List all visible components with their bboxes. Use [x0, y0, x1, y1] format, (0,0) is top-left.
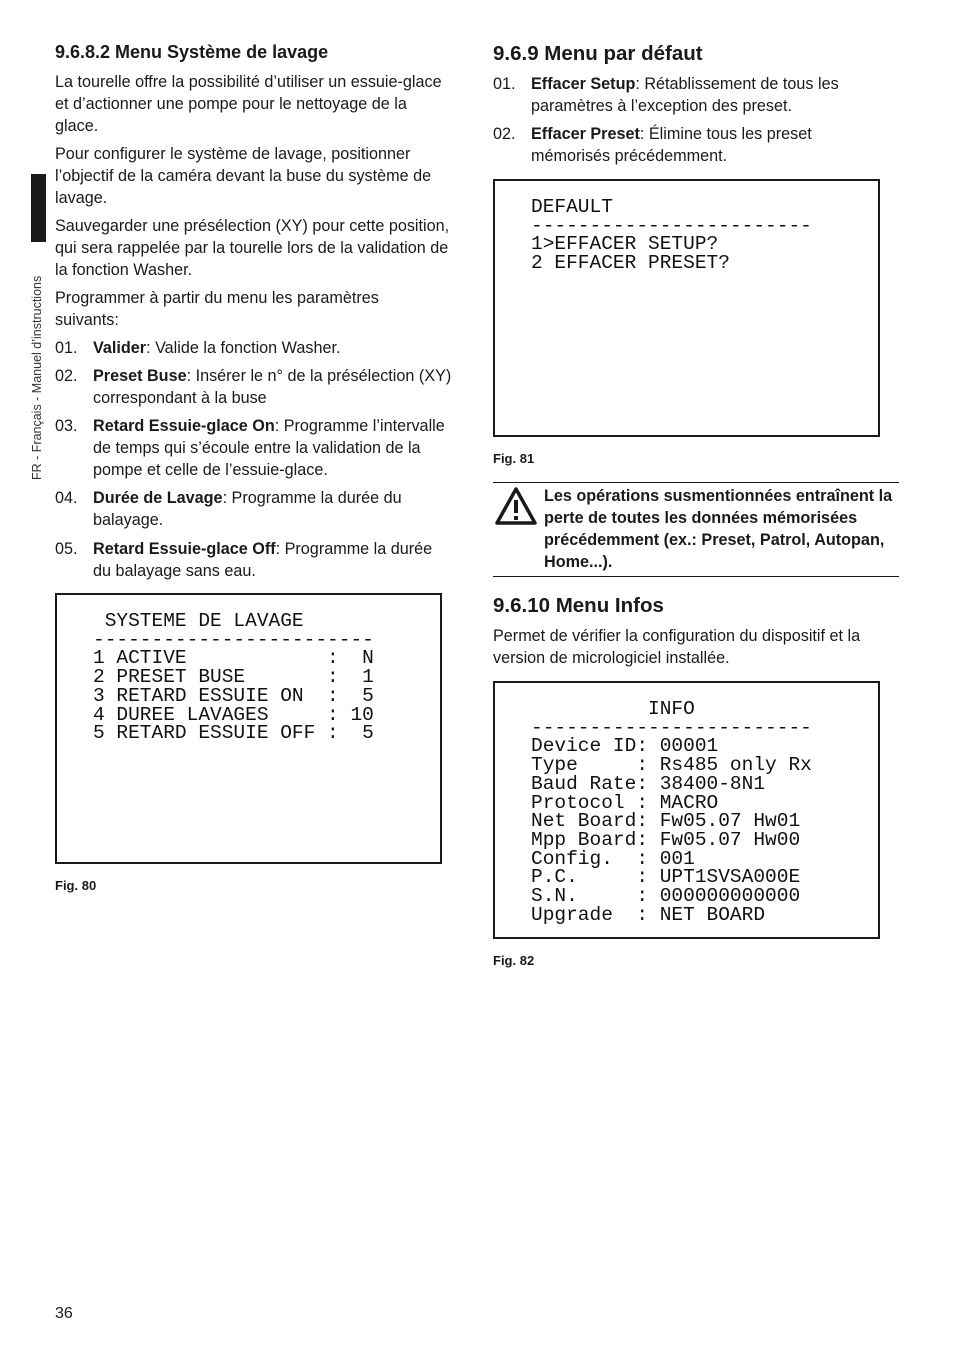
figure-caption: Fig. 81 — [493, 451, 535, 466]
screen-washer-menu — [55, 593, 442, 864]
info-paragraph: Permet de vérifier la configuration du dispositif et la version de micrologiciel installée. — [493, 627, 861, 667]
list-text: : Valide la fonction Washer. — [146, 339, 341, 357]
figure-caption: Fig. 82 — [493, 953, 535, 968]
list-text: : Insérer le n° de la présélection (XY) correspondant à la buse — [93, 367, 452, 407]
screen-text: DEFAULT ------------------------ 1>EFFACER SETUP? 2 EFFACER PRESET? — [531, 196, 812, 275]
paragraph-3: Sauvegarder une présélection (XY) pour cette position, qui sera rappelée par la tourelle lors de la validation de la fonction Washer. — [55, 217, 450, 279]
divider — [493, 482, 899, 483]
warning-text: Les opérations susmentionnées entraînent la perte de toutes les données mémorisées précédemment (ex.: Preset, Patrol, Autopan, Home...). — [544, 487, 893, 571]
list-text: : Programme l’intervalle de temps qui s’écoule entre la validation de la pompe et celle de l’essuie-glace. — [93, 417, 445, 479]
figure-caption: Fig. 80 — [55, 878, 97, 893]
divider — [493, 576, 899, 577]
list-number: 04. — [55, 489, 78, 507]
list-term: Retard Essuie-glace On — [93, 417, 275, 435]
list-term: Valider — [93, 339, 147, 357]
list-number: 03. — [55, 417, 78, 435]
list-text: : Programme la durée du balayage. — [93, 489, 402, 529]
list-number: 02. — [493, 125, 516, 143]
screen-text: INFO ------------------------ Device ID: 00001 Type : Rs485 only Rx Baud Rate: 38400-8N1 Protocol : MACRO Net Board: Fw05.07 Hw01 Mpp Board: Fw05.07 Hw00 Config. : 001 P.C. : UPT1SVSA000E S.N. : 000000000000 Upgrade : NET BOARD — [531, 698, 812, 926]
sidebar-label: FR - Français - Manuel d’instructions — [30, 275, 44, 480]
section-heading-washer: 9.6.8.2 Menu Système de lavage — [55, 42, 329, 62]
list-text: : Rétablissement de tous les paramètres à l’exception des preset. — [531, 75, 839, 115]
list-term: Effacer Preset — [531, 125, 640, 143]
list-text: : Programme la durée du balayage sans eau. — [93, 540, 433, 580]
screen-default-menu — [493, 179, 880, 437]
paragraph-1: La tourelle offre la possibilité d’utiliser un essuie-glace et d’actionner une pompe pour le nettoyage de la glace. — [55, 73, 442, 135]
list-text: : Élimine tous les preset mémorisés précédemment. — [531, 125, 812, 165]
list-number: 01. — [55, 339, 78, 357]
list-number: 05. — [55, 540, 78, 558]
section-heading-default: 9.6.9 Menu par défaut — [493, 42, 703, 65]
sidebar-marker — [31, 174, 46, 242]
list-term: Preset Buse — [93, 367, 187, 385]
list-term: Retard Essuie-glace Off — [93, 540, 276, 558]
list-term: Durée de Lavage — [93, 489, 223, 507]
screen-info-menu — [493, 681, 880, 939]
page-number: 36 — [55, 1305, 73, 1322]
list-number: 01. — [493, 75, 516, 93]
paragraph-4: Programmer à partir du menu les paramètres suivants: — [55, 289, 379, 329]
warning-triangle-icon — [494, 486, 538, 526]
section-heading-info: 9.6.10 Menu Infos — [493, 594, 664, 617]
list-term: Effacer Setup — [531, 75, 636, 93]
paragraph-2: Pour configurer le système de lavage, positionner l’objectif de la caméra devant la buse du système de lavage. — [55, 145, 432, 207]
list-number: 02. — [55, 367, 78, 385]
screen-text: SYSTEME DE LAVAGE ------------------------ 1 ACTIVE : N 2 PRESET BUSE : 1 3 RETARD ESSUIE ON : 5 4 DUREE LAVAGES : 10 5 RETARD ESSUIE OFF : 5 — [93, 610, 374, 745]
